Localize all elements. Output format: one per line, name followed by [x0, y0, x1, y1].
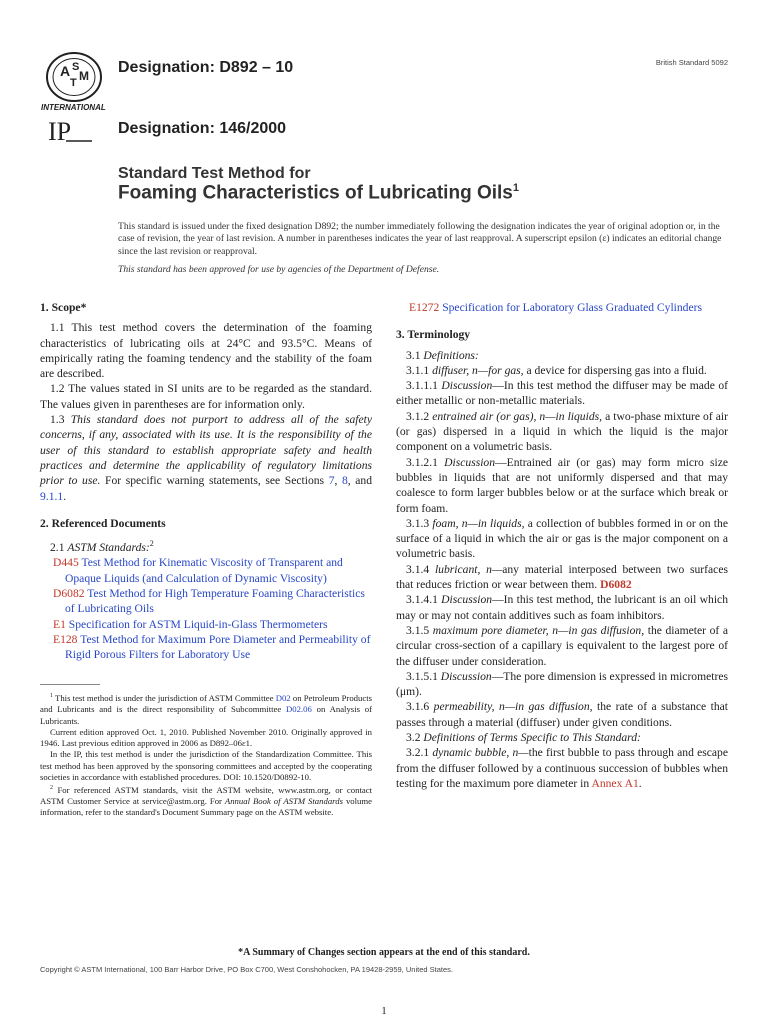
copyright: Copyright © ASTM International, 100 Barr Harbor Drive, PO Box C700, West Conshohocken, PA 19428-2959, United States.	[40, 965, 453, 974]
link-d02[interactable]: D02	[275, 693, 291, 704]
footnote-edition: Current edition approved Oct. 1, 2010. Published November 2010. Originally approved in 1946. Last previous edition approved in 2006 as D892–06ε1.	[40, 726, 372, 749]
left-column	[40, 300, 372, 818]
term-3-1-4-1: 3.1.4.1 Discussion—In this test method, the lubricant is an oil which may or may not contain additives such as foam inhibitors.	[396, 593, 728, 622]
page-number: 1	[381, 1005, 387, 1017]
ref-title-link[interactable]: Test Method for High Temperature Foaming Characteristics of Lubricating Oils	[65, 586, 365, 616]
link-d6082[interactable]: D6082	[600, 578, 632, 592]
section-heading-scope: 1. Scope*	[40, 301, 87, 314]
ref-code-link[interactable]: E1272	[409, 301, 440, 314]
ref-title-link[interactable]: Test Method for Maximum Pore Diameter and Permeability of Rigid Porous Filters for Laboratory Use	[65, 632, 371, 662]
footnote-ip: In the IP, this test method is under the jurisdiction of the Standardization Committee. This test method has been approved by the sponsoring committees and accepted by the cooperating societies in accordance with established procedures. DOI: 10.1520/D0892-10.	[40, 749, 372, 782]
ref-item-e1272	[396, 300, 728, 315]
right-column	[396, 300, 728, 791]
astm-logo	[37, 50, 111, 112]
svg-text:IP: IP	[48, 118, 72, 144]
ref-item-d445	[40, 555, 372, 586]
svg-text:T: T	[70, 77, 77, 89]
term-3-1-2: 3.1.2 entrained air (or gas), n—in liquids, a two-phase mixture of air (or gas) dispersed in a liquid in which the liquid is the major component on a volumetric basis.	[396, 409, 728, 454]
scope-1-2: 1.2 The values stated in SI units are to be regarded as the standard. The values given in parentheses are for information only.	[40, 382, 372, 411]
footnotes	[40, 691, 372, 818]
approval-note: This standard has been approved for use by agencies of the Department of Defense.	[118, 264, 440, 275]
svg-text:M: M	[79, 69, 89, 83]
svg-text:A: A	[60, 63, 71, 79]
term-3-1-5-1: 3.1.5.1 Discussion—The pore dimension is expressed in micrometres (μm).	[396, 669, 729, 699]
ref-title-link[interactable]: Specification for Laboratory Glass Graduated Cylinders	[442, 301, 702, 314]
section-heading-referenced-documents: 2. Referenced Documents	[40, 516, 166, 530]
intro-paragraph: This standard is issued under the fixed designation D892; the number immediately following the designation indicates the year of original adoption or, in the case of revision, the year of last revision. A number in parentheses indicates the year of last reapproval. A superscript epsilon (ε) indicates an editorial change since the last revision or reapproval.	[118, 221, 722, 257]
ref-item-e128	[40, 632, 372, 663]
title-line-1: Standard Test Method for	[118, 165, 311, 182]
term-3-1-5: 3.1.5 maximum pore diameter, n—in gas diffusion, the diameter of a circular cross-section of a capillary is equivalent to the largest pore of the diffuser under consideration.	[396, 623, 729, 668]
british-standard: British Standard 5092	[655, 58, 728, 67]
footnote-divider	[40, 684, 100, 685]
term-3-1-1: 3.1.1 diffuser, n—for gas, a device for dispersing gas into a fluid.	[406, 363, 707, 377]
svg-text:S: S	[72, 61, 80, 73]
term-3-1-4: 3.1.4 lubricant, n—any material interposed between two surfaces that reduces friction or wear between them. D6082	[396, 562, 728, 592]
footnote-1: $^1$ This test method is under the jurisdiction of ASTM Committee D02 on Petroleum Products and Lubricants and is the direct responsibility of Subcommittee D02.06 on Analysis of Lubricants.	[40, 693, 373, 726]
link-section-9-1-1[interactable]: 9.1.1	[40, 489, 64, 503]
link-annex-a1[interactable]: Annex A1	[591, 776, 639, 790]
terms-specific-label: 3.2 Definitions of Terms Specific to This Standard:	[406, 731, 641, 745]
ref-title-link[interactable]: Specification for ASTM Liquid-in-Glass Thermometers	[68, 617, 328, 631]
designation-ip: Designation: 146/2000	[118, 120, 287, 137]
term-3-1-1-1: 3.1.1.1 Discussion—In this test method the diffuser may be made of either metallic or non-metallic materials.	[396, 379, 728, 408]
ip-logo	[48, 118, 94, 144]
ref-title-link[interactable]: Test Method for Kinematic Viscosity of Transparent and Opaque Liquids (and Calculation of Dynamic Viscosity)	[65, 556, 343, 585]
ref-code-link[interactable]: D445	[53, 556, 79, 570]
definitions-label: 3.1 Definitions:	[406, 348, 479, 362]
link-d02-06[interactable]: D02.06	[286, 704, 312, 715]
ref-item-e1	[40, 617, 372, 632]
ref-code-link[interactable]: E128	[53, 632, 78, 646]
astm-standards-label: 2.1 ASTM Standards:$^2$	[50, 539, 154, 555]
summary-note: *A Summary of Changes section appears at the end of this standard.	[238, 947, 530, 958]
term-3-1-2-1: 3.1.2.1 Discussion—Entrained air (or gas) may form micro size bubbles in liquids that are not uniformly dispersed and that may coalesce to form larger bubbles below or at the surface which break or form foam.	[396, 455, 729, 515]
term-3-2-1: 3.2.1 dynamic bubble, n—the first bubble to pass through and escape from the diffuser followed by a continuous succession of bubbles when testing for the maximum pore diameter in Annex A1.	[396, 746, 728, 790]
section-heading-terminology: 3. Terminology	[396, 328, 471, 342]
ref-code-link[interactable]: E1	[53, 617, 66, 631]
svg-text:INTERNATIONAL: INTERNATIONAL	[41, 103, 106, 112]
scope-1-1: 1.1 This test method covers the determination of the foaming characteristics of lubricating oils at 24°C and 93.5°C. Means of empirically rating the foaming tendency and the stability of the foam are described.	[40, 321, 372, 381]
link-section-7[interactable]: 7	[328, 474, 335, 488]
term-3-1-6: 3.1.6 permeability, n—in gas diffusion, the rate of a substance that passes through a material (diffuser) under given conditions.	[396, 700, 729, 729]
designation-astm: Designation: D892 – 10	[118, 59, 294, 76]
footnote-2: $^2$ For referenced ASTM standards, visit the ASTM website, www.astm.org, or contact ASTM Customer Service at service@astm.org. For Annual Book of ASTM Standards volume information, refer to the standard's Document Summary page on the ASTM website.	[40, 784, 372, 818]
ref-item-d6082	[40, 586, 372, 617]
link-section-8[interactable]: 8	[341, 474, 348, 488]
ref-code-link[interactable]: D6082	[53, 586, 85, 600]
term-3-1-3: 3.1.3 foam, n—in liquids, a collection of bubbles formed in or on the surface of a liquid in which the air or gas is the major component on a volumetric basis.	[396, 516, 728, 561]
title-line-2: Foaming Characteristics of Lubricating Oils$^1$	[118, 182, 519, 204]
scope-1-3: 1.3 This standard does not purport to address all of the safety concerns, if any, associated with its use. It is the responsibility of the user of this standard to establish appropriate safety and health practices and determine the applicability of regulatory limitations prior to use. For specific warning statements, see Sections 7, 8, and 9.1.1.	[40, 413, 373, 503]
